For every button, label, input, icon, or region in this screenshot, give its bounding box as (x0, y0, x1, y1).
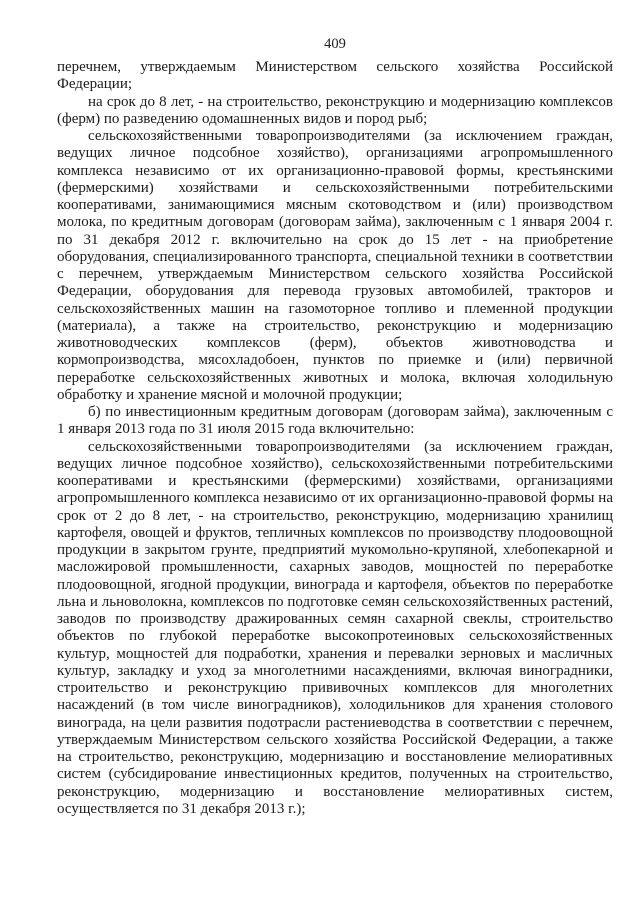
paragraph: б) по инвестиционным кредитным договорам (договорам займа), заключенным с 1 января 2013 года по 31 июля 2015 года включительно: (57, 404, 613, 438)
paragraph: сельскохозяйственными товаропроизводителями (за исключением граждан, ведущих личное подсобное хозяйство), сельскохозяйственными потребительскими кооперативами и крестьянскими (фермерскими) хозяйствами, организациями агропромышленного комплекса независимо от их организационно-правовой формы на срок от 2 до 8 лет, - на строительство, реконструкцию, модернизацию хранилищ картофеля, овощей и фруктов, тепличных комплексов по производству плодоовощной продукции в закрытом грунте, предприятий мукомольно-крупяной, хлебопекарной и масложировой промышленности, сахарных заводов, мощностей по переработке плодоовощной, ягодной продукции, винограда и картофеля, объектов по переработке льна и льноволокна, комплексов по подготовке семян сельскохозяйственных растений, заводов по производству дражированных семян сахарной свеклы, строительство объектов по глубокой переработке высокопротеиновых сельскохозяйственных культур, мощностей для подработки, хранения и перевалки зерновых и масличных культур, закладку и уход за многолетними насаждениями, включая виноградники, строительство и реконструкцию прививочных комплексов для многолетних насаждений (в том числе виноградников), холодильников для хранения столового винограда, на цели развития подотрасли растениеводства в соответствии с перечнем, утверждаемым Министерством сельского хозяйства Российской Федерации, а также на строительство, реконструкцию, модернизацию и восстановление мелиоративных систем (субсидирование инвестиционных кредитов, полученных на строительство, реконструкцию, модернизацию и восстановление мелиоративных систем, осуществляется по 31 декабря 2013 г.); (57, 438, 613, 817)
document-text-block (57, 59, 613, 818)
paragraph: на срок до 8 лет, - на строительство, реконструкцию и модернизацию комплексов (ферм) по разведению одомашненных видов и пород рыб; (57, 93, 613, 127)
paragraph: перечнем, утверждаемым Министерством сельского хозяйства Российской Федерации; (57, 59, 613, 93)
page-number: 409 (324, 36, 346, 52)
paragraph: сельскохозяйственными товаропроизводителями (за исключением граждан, ведущих личное подсобное хозяйство), организациями агропромышленного комплекса независимо от их организационно-правовой формы, крестьянскими (фермерскими) хозяйствами и сельскохозяйственными потребительскими кооперативами, занимающимися мясным скотоводством и (или) производством молока, по кредитным договорам (договорам займа), заключенным с 1 января 2004 г. по 31 декабря 2012 г. включительно на срок до 15 лет - на приобретение оборудования, специализированного транспорта, специальной техники в соответствии с перечнем, утверждаемым Министерством сельского хозяйства Российской Федерации, оборудования для перевода грузовых автомобилей, тракторов и сельскохозяйственных машин на газомоторное топливо и племенной продукции (материала), а также на строительство, реконструкцию и модернизацию животноводческих комплексов (ферм), объектов животноводства и кормопроизводства, мясохладобоен, пунктов по приемке и (или) первичной переработке сельскохозяйственных животных и молока, включая холодильную обработку и хранение мясной и молочной продукции; (57, 128, 613, 403)
